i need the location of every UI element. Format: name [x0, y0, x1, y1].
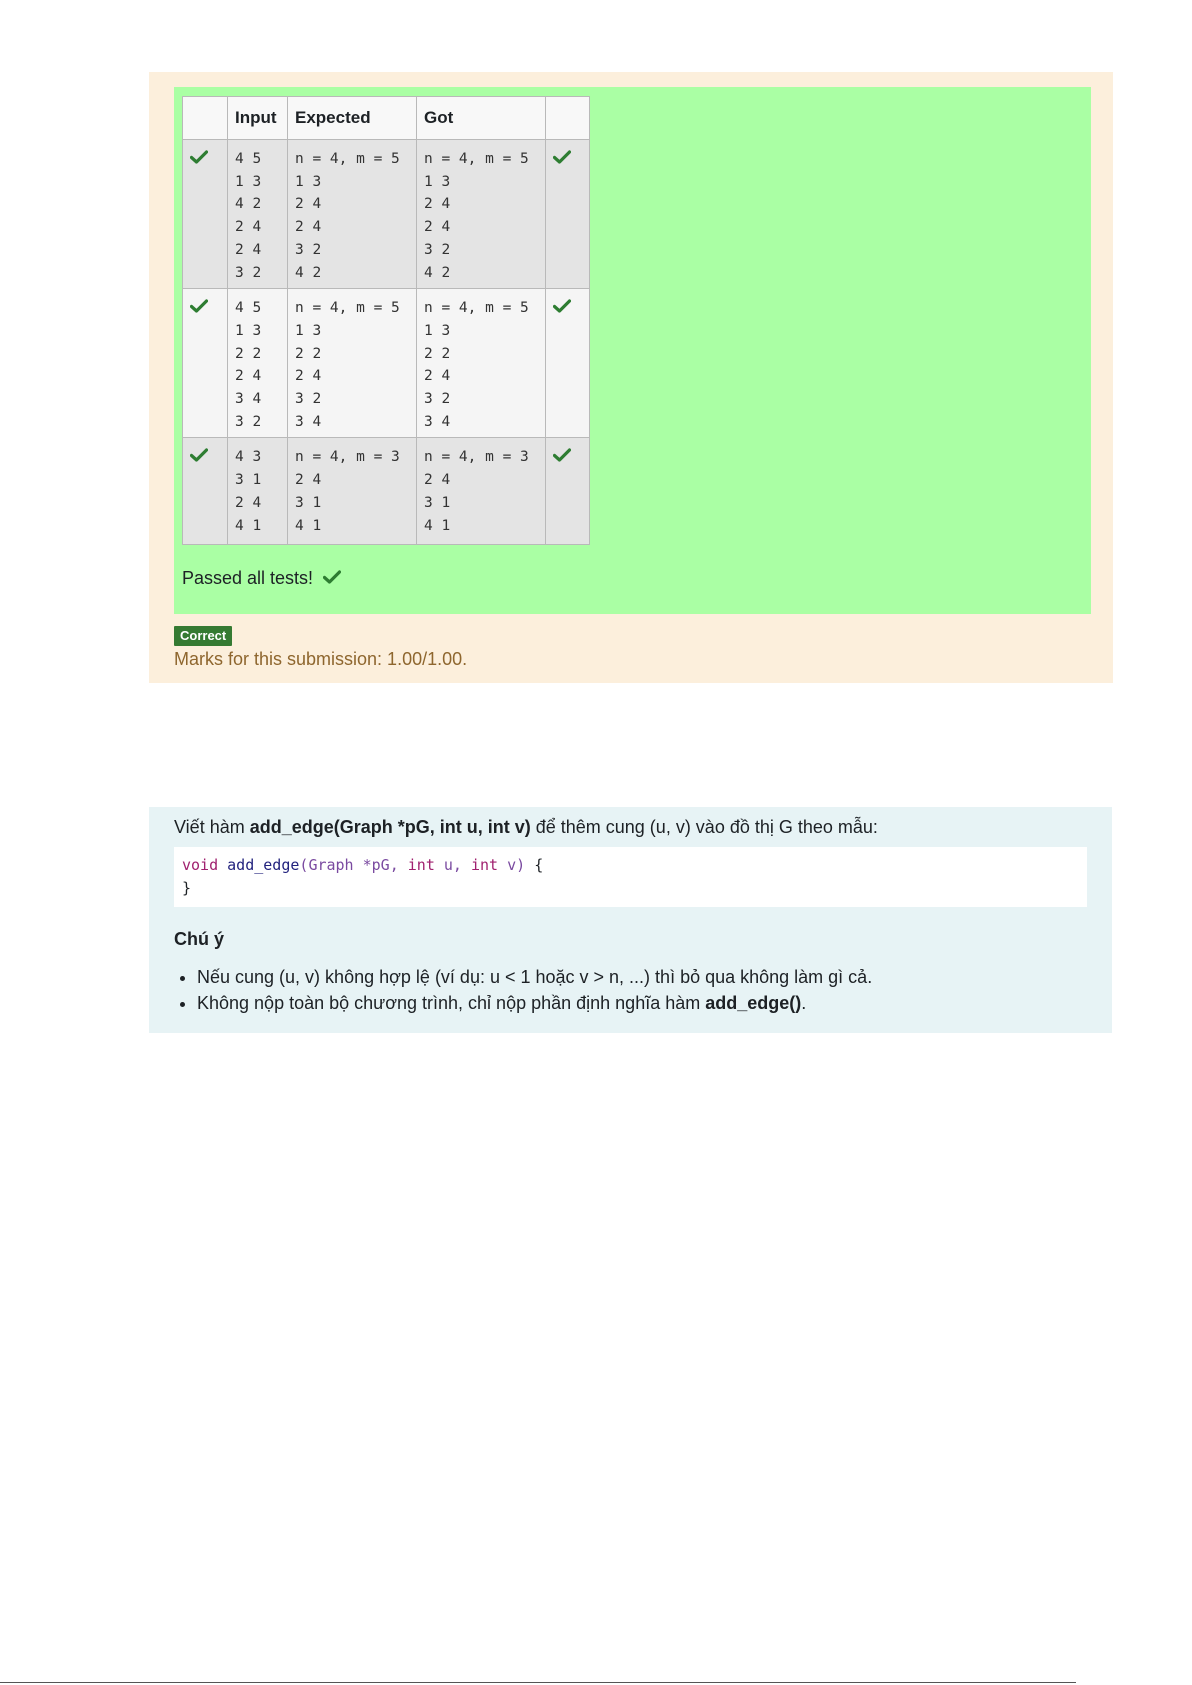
- code-brace: }: [182, 879, 192, 897]
- got-cell: n = 4, m = 5 1 3 2 2 2 4 3 2 3 4: [417, 289, 546, 438]
- row-result-cell: [546, 140, 590, 289]
- page-divider: [0, 1682, 1076, 1683]
- marks-text: Marks for this submission: 1.00/1.00.: [174, 649, 468, 669]
- outcome-panel: [149, 72, 1113, 683]
- passed-all-tests: [182, 568, 341, 589]
- code-paren: (: [299, 856, 309, 874]
- expected-cell: n = 4, m = 3 2 4 3 1 4 1: [288, 438, 417, 545]
- got-cell: n = 4, m = 5 1 3 2 4 2 4 3 2 4 2: [417, 140, 546, 289]
- list-item: • Nếu cung (u, v) không hợp lệ (ví dụ: u < 1 hoặc v > n, ...) thì bỏ qua không làm gì cả.: [197, 964, 1127, 990]
- check-icon: [553, 140, 571, 164]
- header-got: Got: [417, 97, 546, 140]
- code-function-name: add_edge: [227, 856, 300, 874]
- row-status-cell: [183, 289, 228, 438]
- passed-text: Passed all tests!: [182, 568, 314, 588]
- check-icon: [190, 438, 208, 462]
- question-intro-post: để thêm cung (u, v) vào đồ thị G theo mẫu:: [530, 817, 878, 837]
- table-header-row: [183, 97, 590, 140]
- check-icon: [190, 289, 208, 313]
- check-icon: [553, 289, 571, 313]
- note-text: Không nộp toàn bộ chương trình, chỉ nộp phần định nghĩa hàm: [197, 993, 706, 1013]
- correct-badge: Correct: [174, 626, 232, 646]
- code-keyword: int: [471, 856, 499, 874]
- expected-cell: n = 4, m = 5 1 3 2 2 2 4 3 2 3 4: [288, 289, 417, 438]
- question-intro-pre: Viết hàm: [174, 817, 250, 837]
- test-results-table: [182, 96, 590, 545]
- check-icon: [190, 140, 208, 164]
- table-row: [183, 438, 590, 545]
- row-status-cell: [183, 140, 228, 289]
- header-input: Input: [228, 97, 288, 140]
- row-result-cell: [546, 289, 590, 438]
- code-line-2: [174, 877, 1087, 900]
- expected-cell: n = 4, m = 5 1 3 2 4 2 4 3 2 4 2: [288, 140, 417, 289]
- note-title: Chú ý: [174, 929, 225, 949]
- question-text: [174, 814, 878, 840]
- code-keyword: void: [182, 856, 219, 874]
- table-row: [183, 140, 590, 289]
- input-cell: 4 3 3 1 2 4 4 1: [228, 438, 288, 545]
- got-cell: n = 4, m = 3 2 4 3 1 4 1: [417, 438, 546, 545]
- test-results-box: [174, 87, 1091, 614]
- code-template: [174, 847, 1087, 907]
- code-param: v): [498, 856, 526, 874]
- header-result: [546, 97, 590, 140]
- header-status: [183, 97, 228, 140]
- code-brace: {: [525, 856, 544, 874]
- notes-list: [174, 964, 1127, 1016]
- table-row: [183, 289, 590, 438]
- function-signature: add_edge(Graph *pG, int u, int v): [249, 817, 531, 837]
- code-param: Graph *pG,: [308, 856, 408, 874]
- code-param: u,: [434, 856, 471, 874]
- question-panel: [149, 807, 1112, 1033]
- note-punct: .: [801, 993, 807, 1013]
- input-cell: 4 5 1 3 2 2 2 4 3 4 3 2: [228, 289, 288, 438]
- row-result-cell: [546, 438, 590, 545]
- header-expected: Expected: [288, 97, 417, 140]
- note-function-name: add_edge(): [705, 993, 802, 1013]
- code-keyword: int: [407, 856, 435, 874]
- check-icon: [323, 568, 341, 589]
- check-icon: [553, 438, 571, 462]
- row-status-cell: [183, 438, 228, 545]
- input-cell: 4 5 1 3 4 2 2 4 2 4 3 2: [228, 140, 288, 289]
- list-item: [197, 990, 1127, 1016]
- code-line-1: [174, 854, 1087, 877]
